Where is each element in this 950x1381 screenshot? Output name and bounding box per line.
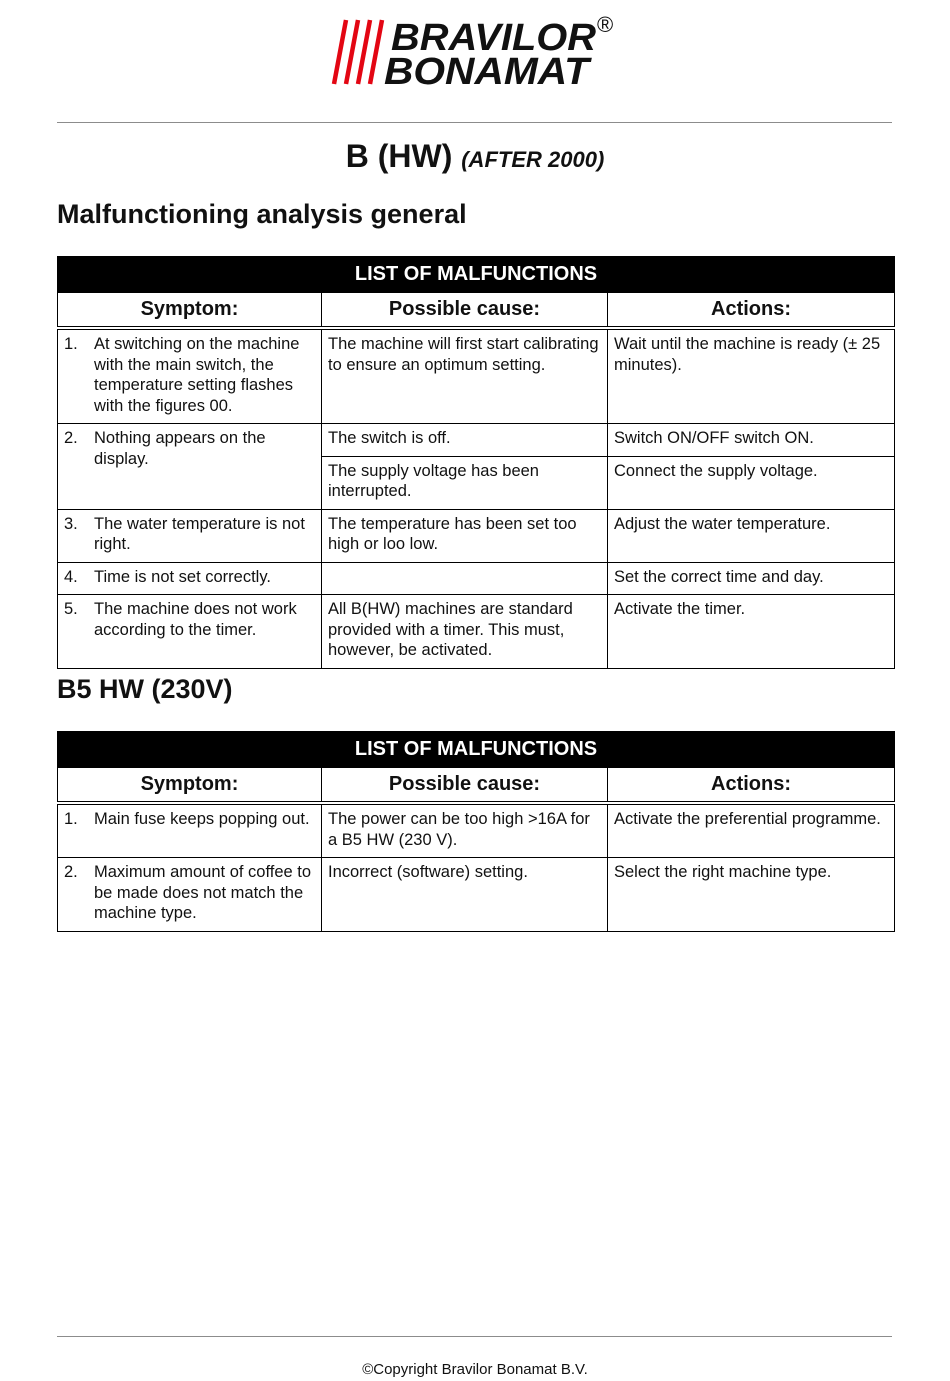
cause-cell: Incorrect (software) setting. [322, 858, 608, 932]
row-number: 1. [64, 810, 78, 828]
logo-graphic [330, 12, 630, 90]
action-cell: Set the correct time and day. [608, 562, 895, 595]
table-banner: LIST OF MALFUNCTIONS [58, 257, 895, 293]
row-number: 1. [64, 335, 78, 353]
table-row [58, 595, 895, 669]
column-header-symptom: Symptom: [58, 768, 322, 804]
symptom-cell [58, 424, 322, 510]
cause-cell: The supply voltage has been interrupted. [322, 456, 608, 509]
logo-line1: BRAVILOR [391, 17, 597, 59]
table-row [58, 803, 895, 858]
document-title [0, 136, 950, 180]
table-row [58, 424, 895, 457]
table-row [58, 858, 895, 932]
action-cell: Wait until the machine is ready (± 25 minutes). [608, 328, 895, 424]
row-number: 3. [64, 514, 78, 533]
symptom-cell [58, 803, 322, 858]
section-heading-general: Malfunctioning analysis general [57, 199, 467, 229]
cause-cell [322, 562, 608, 595]
symptom-cell [58, 858, 322, 932]
row-number: 2. [64, 429, 78, 447]
action-cell: Switch ON/OFF switch ON. [608, 424, 895, 457]
action-cell: Adjust the water temperature. [608, 509, 895, 562]
cause-cell: The temperature has been set too high or loo low. [322, 509, 608, 562]
table-row [58, 509, 895, 562]
row-number: 4. [64, 567, 78, 586]
row-number: 5. [64, 600, 78, 618]
symptom-cell [58, 595, 322, 669]
bravilor-bonamat-logo [330, 12, 630, 90]
cause-cell: All B(HW) machines are standard provided with a timer. This must, however, be activated. [322, 595, 608, 669]
header-divider [57, 122, 892, 123]
table-banner: LIST OF MALFUNCTIONS [58, 732, 895, 768]
column-header-symptom: Symptom: [58, 293, 322, 329]
symptom-cell [58, 562, 322, 595]
symptom-text: Main fuse keeps popping out. [94, 810, 310, 828]
column-header-actions: Actions: [608, 768, 895, 804]
action-cell: Activate the timer. [608, 595, 895, 669]
symptom-cell [58, 328, 322, 424]
cause-cell: The switch is off. [322, 424, 608, 457]
logo-line2: BONAMAT [384, 51, 592, 90]
title-main: B (HW) [345, 138, 453, 174]
table-row [58, 562, 895, 595]
column-header-actions: Actions: [608, 293, 895, 329]
cause-cell: The power can be too high >16A for a B5 HW (230 V). [322, 803, 608, 858]
symptom-text: The water temperature is not right. [94, 514, 305, 553]
copyright-footer: ©Copyright Bravilor Bonamat B.V. [362, 1361, 588, 1378]
action-cell: Select the right machine type. [608, 858, 895, 932]
malfunctions-table-b5-hw [57, 731, 895, 932]
symptom-cell [58, 509, 322, 562]
title-subtitle: (AFTER 2000) [461, 147, 605, 172]
table-row [58, 328, 895, 424]
logo-red-stripes-icon [334, 20, 382, 84]
action-cell: Connect the supply voltage. [608, 456, 895, 509]
symptom-text: The machine does not work according to the timer. [94, 600, 297, 639]
registered-mark: ® [597, 12, 614, 37]
symptom-text: Maximum amount of coffee to be made does not match the machine type. [94, 863, 312, 922]
section-heading-b5-hw: B5 HW (230V) [57, 674, 233, 704]
malfunctions-table-general [57, 256, 895, 669]
symptom-text: Time is not set correctly. [94, 567, 271, 586]
cause-cell: The machine will first start calibrating to ensure an optimum setting. [322, 328, 608, 424]
symptom-text: Nothing appears on the display. [94, 429, 266, 468]
action-cell: Activate the preferential programme. [608, 803, 895, 858]
row-number: 2. [64, 863, 78, 881]
column-header-cause: Possible cause: [322, 293, 608, 329]
footer-divider [57, 1336, 892, 1337]
symptom-text: At switching on the machine with the main switch, the temperature setting flashes with the figures 00. [94, 335, 300, 415]
column-header-cause: Possible cause: [322, 768, 608, 804]
